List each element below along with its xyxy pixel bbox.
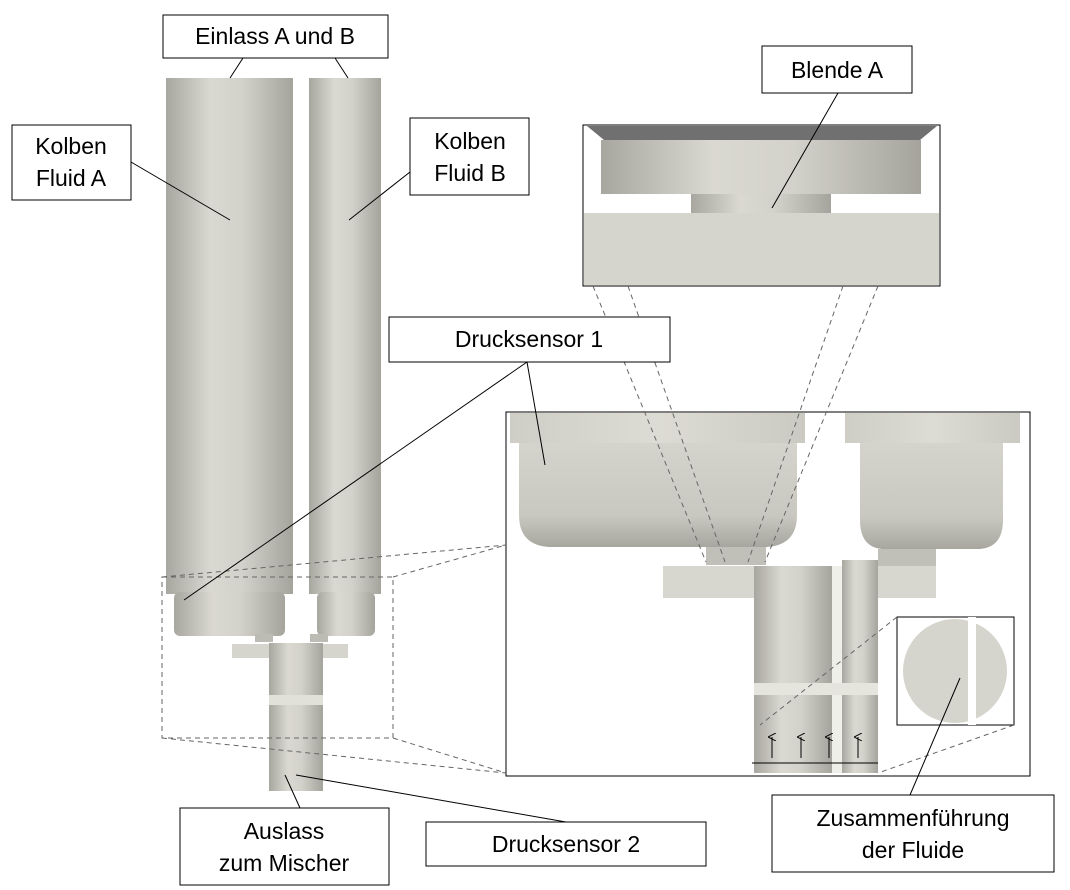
label-outlet (180, 808, 389, 885)
orifice-flange (601, 140, 921, 194)
main-apparatus (166, 78, 381, 791)
label-piston-a (12, 125, 131, 200)
label-piston-a-line1: Kolben (35, 133, 107, 159)
cross-section-divider (968, 617, 976, 725)
outlet-collar (269, 695, 323, 705)
detail-channel-b (842, 560, 878, 773)
label-outlet-line2: zum Mischer (218, 850, 350, 876)
label-piston-a-line2: Fluid A (35, 165, 107, 191)
detail-channel-collar (754, 683, 878, 695)
label-orifice-a (762, 46, 912, 93)
label-inlet (163, 15, 388, 58)
detail-piston-b-body (860, 443, 1003, 549)
orifice-base (584, 213, 939, 285)
label-piston-b-line2: Fluid B (434, 160, 506, 186)
label-pressure-sensor-1-text: Drucksensor 1 (454, 326, 604, 352)
detail-view (506, 412, 1030, 776)
detail-channel-a (754, 566, 832, 773)
cross-section-circle (903, 619, 1007, 723)
outlet-tube (269, 643, 323, 791)
label-inlet-text: Einlass A und B (195, 23, 355, 49)
orifice-top-plate (587, 126, 937, 140)
detail-piston-a-flange (510, 413, 805, 443)
label-outlet-line1: Auslass (243, 818, 325, 844)
label-merge-line2: der Fluide (861, 837, 965, 863)
label-merge (772, 795, 1054, 872)
detail-piston-a-body (519, 443, 797, 547)
label-piston-b (410, 118, 529, 195)
piston-a-bottom (174, 592, 285, 636)
orifice-neck (691, 194, 831, 214)
orifice-detail (583, 125, 940, 286)
label-pressure-sensor-2-text: Drucksensor 2 (491, 831, 641, 857)
label-pressure-sensor-1 (389, 317, 670, 362)
nozzle-a (255, 634, 273, 642)
nozzle-b (310, 634, 328, 642)
detail-nozzle-a (706, 547, 766, 565)
piston-cylinder-a (166, 78, 293, 594)
detail-nozzle-b (878, 549, 936, 567)
label-merge-line1: Zusammenführung (816, 805, 1010, 831)
detail-piston-b-flange (845, 413, 1020, 443)
detail-channel-gap (832, 566, 842, 773)
piston-cylinder-b (309, 78, 381, 594)
piston-b-bottom (317, 592, 375, 636)
label-piston-b-line1: Kolben (434, 128, 506, 154)
label-pressure-sensor-2 (426, 822, 706, 866)
label-orifice-a-text: Blende A (790, 57, 884, 83)
